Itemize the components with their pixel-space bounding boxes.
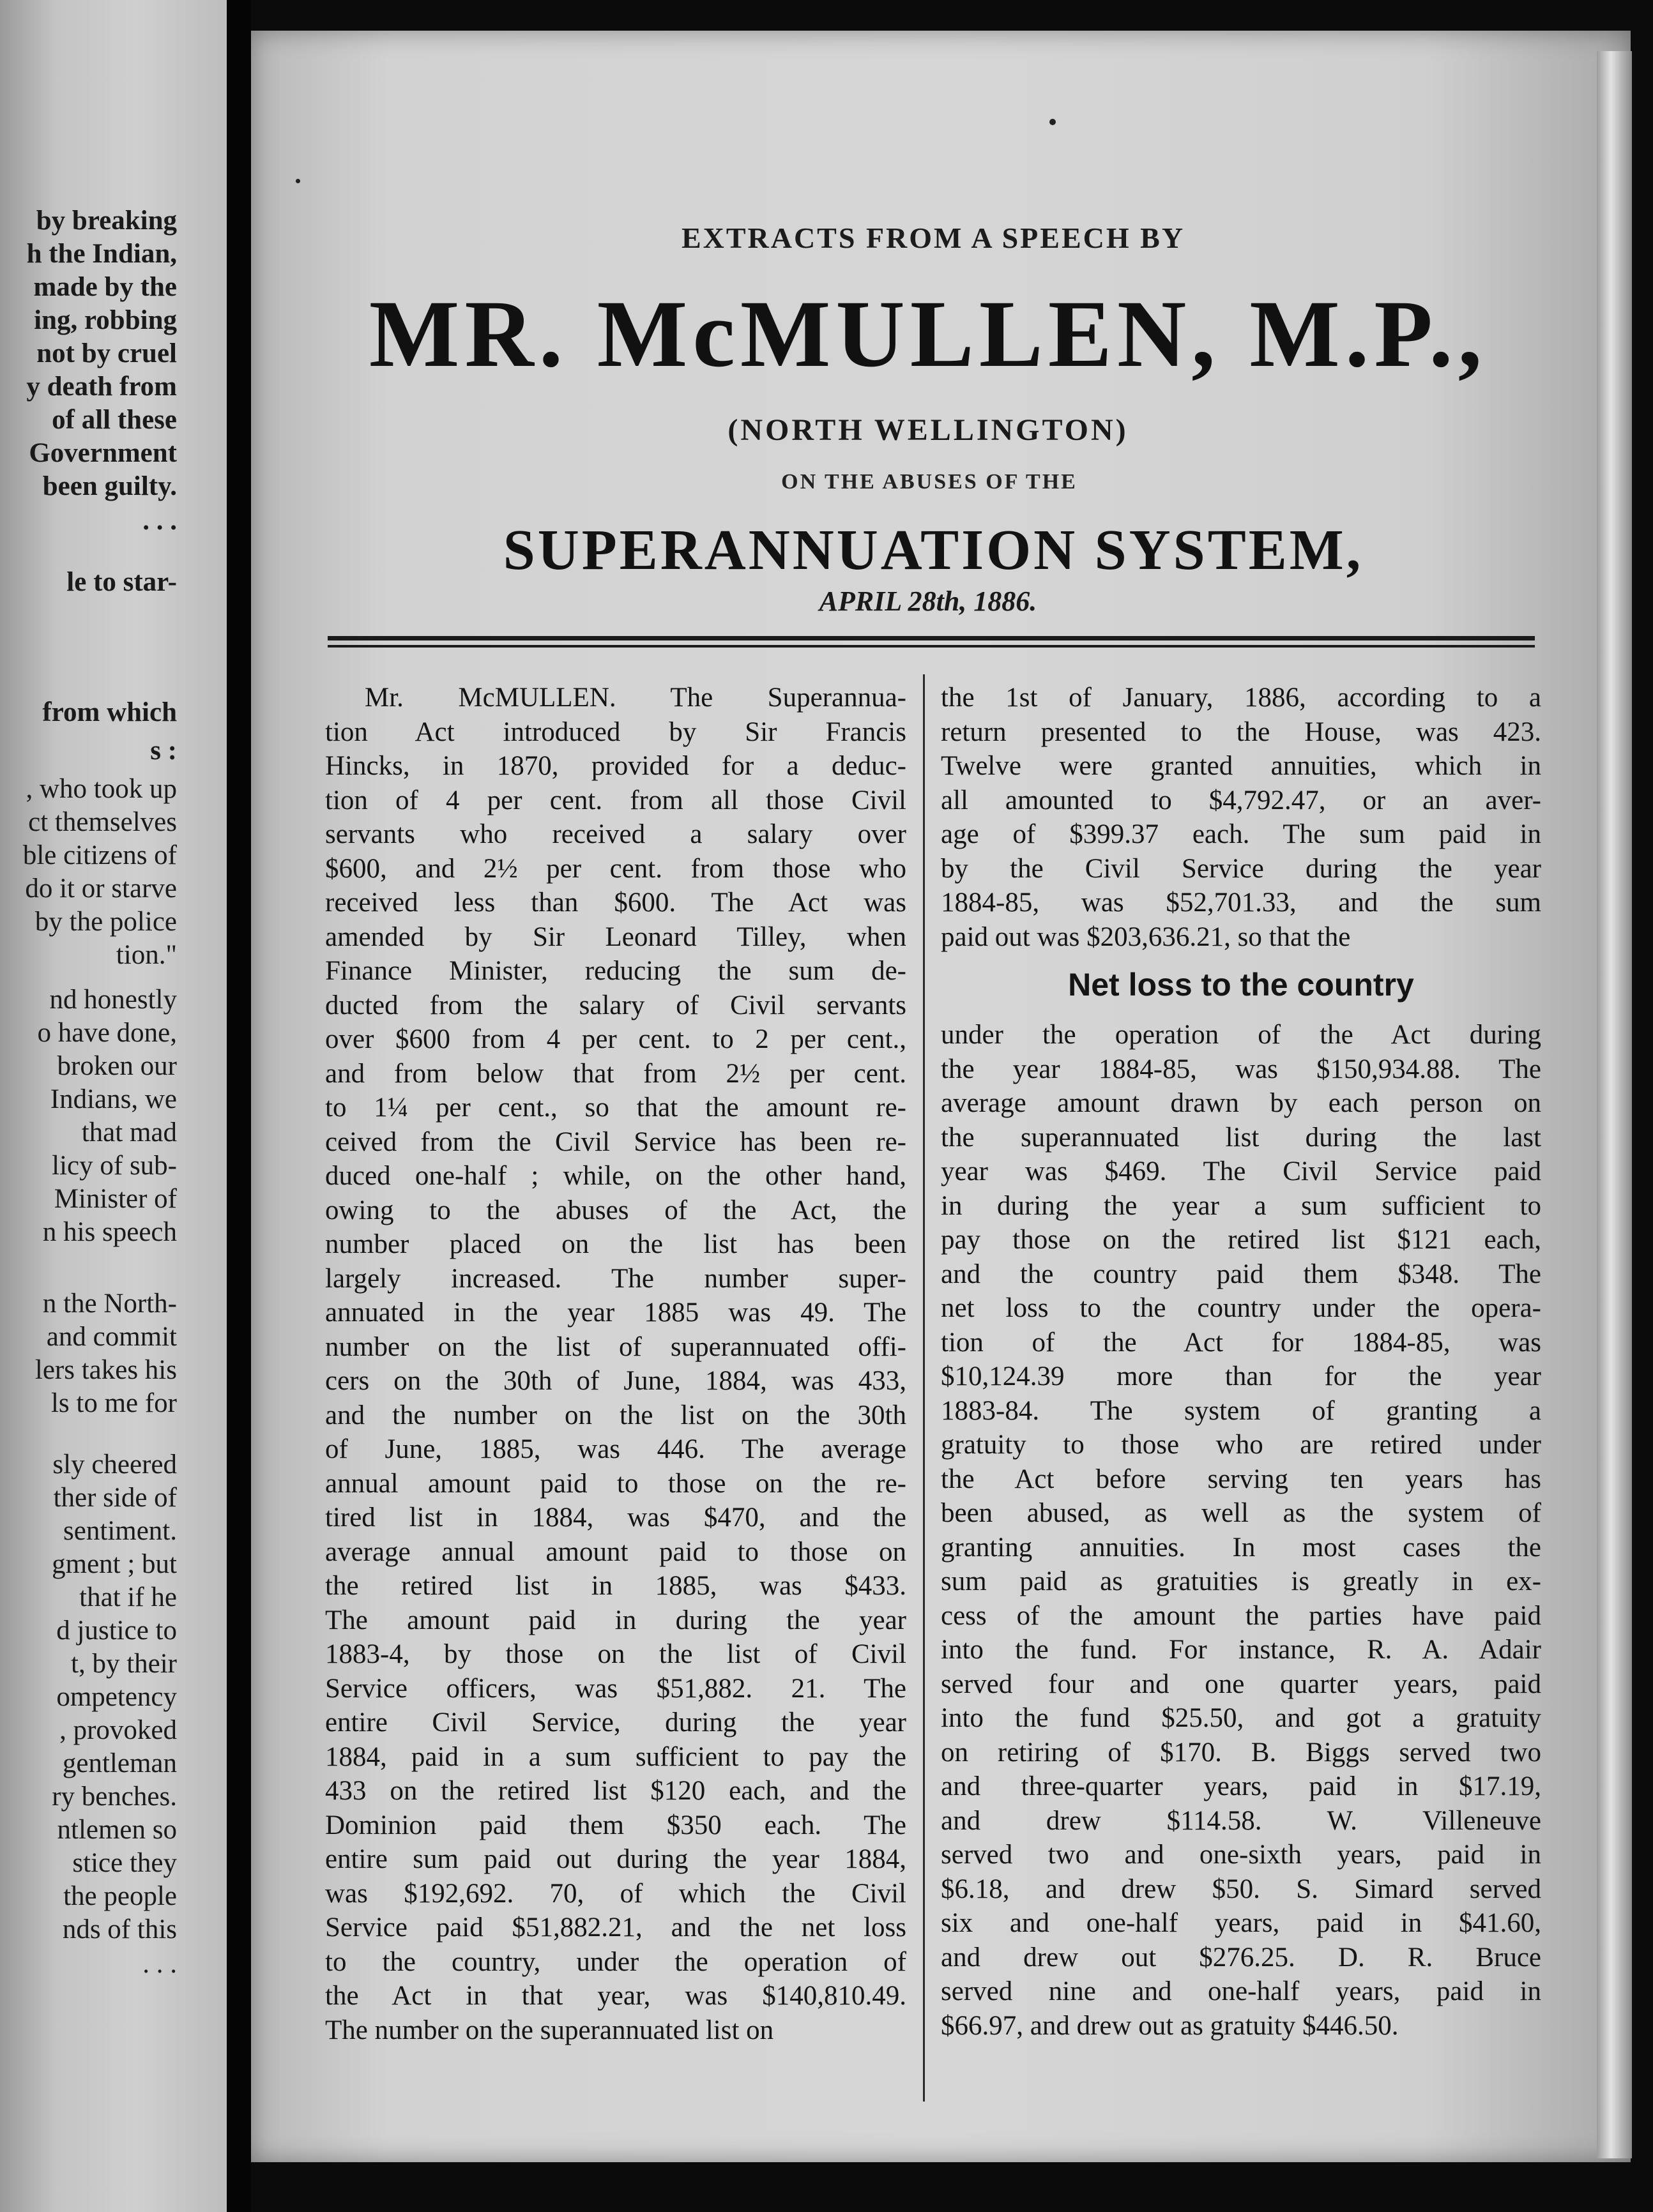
text-line: servants who received a salary over [325,819,906,849]
fragment-line: t, by their [71,1649,177,1679]
text-line: and drew $114.58. W. Villeneuve [941,1805,1541,1836]
text-line: served two and one-sixth years, paid in [941,1840,1541,1870]
text-line: Service paid $51,882.21, and the net loss [325,1913,906,1943]
text-line: Hincks, in 1870, provided for a deduc- [325,751,906,781]
text-line: received less than $600. The Act was [325,888,906,918]
fragment-line: Minister of [54,1184,177,1214]
fragment-line: ther side of [53,1483,177,1513]
text-line: largely increased. The number super- [325,1263,906,1294]
text-line: served four and one quarter years, paid [941,1669,1541,1699]
fragment-line: broken our [57,1051,177,1081]
fragment-line: licy of sub- [52,1151,177,1181]
text-line: owing to the abuses of the Act, the [325,1195,906,1225]
text-line: age of $399.37 each. The sum paid in [941,819,1541,849]
fragment-line: n the North- [42,1289,177,1319]
fragment-line: y death from [26,372,177,402]
fragment-line: gment ; but [52,1549,177,1579]
text-line: ceived from the Civil Service has been re- [325,1126,906,1157]
fragment-line: gentleman [62,1748,177,1778]
text-line: ducted from the salary of Civil servants [325,990,906,1020]
text-line: six and one-half years, paid in $41.60, [941,1908,1541,1938]
text-column-left [325,681,906,2047]
text-line: and drew out $276.25. D. R. Bruce [941,1942,1541,1973]
facing-page-fragment [0,0,227,2212]
fragment-line: been guilty. [42,471,177,501]
text-line: number on the list of superannuated offi- [325,1331,906,1362]
fragment-line: d justice to [56,1616,177,1646]
fragment-line: tion." [116,940,177,970]
text-line: year was $469. The Civil Service paid [941,1156,1541,1186]
text-line: was $192,692. 70, of which the Civil [325,1878,906,1909]
text-line: in during the year a sum sufficient to [941,1190,1541,1221]
fragment-line: ls to me for [50,1388,177,1418]
text-line: average amount drawn by each person on [941,1088,1541,1118]
text-line: of June, 1885, was 446. The average [325,1434,906,1464]
text-line: the year 1884-85, was $150,934.88. The [941,1054,1541,1084]
fragment-line: ble citizens of [22,840,177,870]
fragment-line: Indians, we [50,1084,177,1114]
text-line: into the fund $25.50, and got a gratuity [941,1703,1541,1733]
text-line: tion of 4 per cent. from all those Civil [325,785,906,815]
text-line: pay those on the retired list $121 each, [941,1225,1541,1255]
fragment-line: , provoked [59,1715,177,1745]
fragment-line: the people [63,1881,177,1911]
fragment-line: ing, robbing [34,305,177,335]
fragment-line: stice they [72,1848,177,1878]
text-line: amended by Sir Leonard Tilley, when [325,921,906,952]
text-line: all amounted to $4,792.47, or an aver- [941,785,1541,815]
fragment-line: s : [150,736,177,766]
topic-line: ON THE ABUSES OF THE [781,470,1078,494]
text-line: net loss to the country under the opera- [941,1293,1541,1323]
fragment-line: nd honestly [49,985,177,1015]
text-line: entire Civil Service, during the year [325,1708,906,1738]
fragment-line: , who took up [26,774,177,804]
text-line: tired list in 1884, was $470, and the [325,1503,906,1533]
subheading-net-loss: Net loss to the country [1068,967,1414,1003]
fragment-line: ry benches. [52,1782,177,1812]
text-line: into the fund. For instance, R. A. Adair [941,1635,1541,1665]
text-line: number placed on the list has been [325,1229,906,1259]
text-line: served nine and one-half years, paid in [941,1976,1541,2006]
text-line: on retiring of $170. B. Biggs served two [941,1737,1541,1768]
text-line: the superannuated list during the last [941,1122,1541,1153]
double-rule-top [328,636,1535,640]
fragment-line: . . . [142,506,177,536]
right-column-top [941,681,1541,954]
fragment-line: h the Indian, [26,239,177,269]
fragment-line: sly cheered [52,1450,177,1480]
text-line: $10,124.39 more than for the year [941,1361,1541,1391]
speech-date: APRIL 28th, 1886. [819,586,1037,617]
text-line: 1883-4, by those on the list of Civil [325,1639,906,1669]
right-column-bottom [941,1018,1541,2043]
text-line: annual amount paid to those on the re- [325,1468,906,1499]
text-line: gratuity to those who are retired under [941,1430,1541,1460]
text-line: duced one-half ; while, on the other hand, [325,1161,906,1191]
text-line: $6.18, and drew $50. S. Simard served [941,1874,1541,1904]
text-line: The number on the superannuated list on [325,2015,774,2045]
text-line: the Act before serving ten years has [941,1464,1541,1494]
text-line: to 1¼ per cent., so that the amount re- [325,1093,906,1123]
document-page [251,31,1631,2162]
text-line: Dominion paid them $350 each. The [325,1810,906,1840]
text-line: under the operation of the Act during [941,1020,1541,1050]
text-line: cers on the 30th of June, 1884, was 433, [325,1366,906,1396]
text-line: and three-quarter years, paid in $17.19, [941,1771,1541,1801]
fragment-line: Government [29,438,177,468]
text-line: Service officers, was $51,882. 21. The [325,1673,906,1704]
fragment-line: by breaking [36,206,177,236]
text-line: 1884-85, was $52,701.33, and the sum [941,888,1541,918]
text-line: the 1st of January, 1886, according to a [941,683,1541,713]
text-line: the retired list in 1885, was $433. [325,1571,906,1601]
text-line: over $600 from 4 per cent. to 2 per cent., [325,1024,906,1054]
text-column-right [941,681,1541,2043]
text-line: 433 on the retired list $120 each, and the [325,1776,906,1806]
text-line: been abused, as well as the system of [941,1498,1541,1528]
text-line: to the country, under the operation of [325,1946,906,1977]
text-line: cess of the amount the parties have paid [941,1600,1541,1631]
text-line: annuated in the year 1885 was 49. The [325,1298,906,1328]
fragment-line: o have done, [37,1018,177,1048]
text-line: $66.97, and drew out as gratuity $446.50. [941,2010,1399,2041]
fragment-line: not by cruel [36,338,177,368]
fragment-line: n his speech [42,1217,177,1247]
text-line: $600, and 2½ per cent. from those who [325,853,906,884]
text-line: tion Act introduced by Sir Francis [325,716,906,747]
fragment-line: and commit [46,1322,177,1352]
fragment-line: by the police [34,907,177,937]
text-line: granting annuities. In most cases the [941,1532,1541,1563]
text-line: the Act in that year, was $140,810.49. [325,1981,906,2011]
text-line: Finance Minister, reducing the sum de- [325,956,906,986]
text-line: return presented to the House, was 423. [941,716,1541,747]
print-speck [296,179,300,183]
print-speck [1049,119,1056,125]
fragment-line: . . . [142,1949,177,1979]
fragment-line: ompetency [56,1682,177,1712]
text-line: and the country paid them $348. The [941,1259,1541,1289]
fragment-line: that if he [79,1582,177,1612]
header-kicker: EXTRACTS FROM A SPEECH BY [681,222,1185,254]
fragment-line: from which [42,697,177,727]
column-divider [923,674,925,2102]
fragment-line: sentiment. [63,1516,177,1546]
fragment-line: ct themselves [28,807,177,837]
double-rule-bottom [328,645,1535,648]
page-edge-shadow [1597,51,1632,2158]
text-line: sum paid as gratuities is greatly in ex- [941,1566,1541,1596]
fragment-line: ntlemen so [57,1815,177,1845]
text-line: by the Civil Service during the year [941,853,1541,884]
text-line: paid out was $203,636.21, so that the [941,921,1351,952]
fragment-line: do it or starve [25,874,177,904]
fragment-line: made by the [33,272,177,302]
fragment-line: nds of this [62,1914,177,1944]
text-line: 1883-84. The system of granting a [941,1395,1541,1426]
text-line: Mr. McMULLEN. The Superannua- [365,683,906,713]
text-line: entire sum paid out during the year 1884, [325,1844,906,1874]
text-line: 1884, paid in a sum sufficient to pay the [325,1741,906,1772]
riding-name: (NORTH WELLINGTON) [727,413,1129,447]
text-line: Twelve were granted annuities, which in [941,751,1541,781]
title-system: SUPERANNUATION SYSTEM, [503,519,1364,582]
text-line: tion of the Act for 1884-85, was [941,1327,1541,1358]
text-line: The amount paid in during the year [325,1605,906,1635]
fragment-line: le to star- [66,567,177,597]
text-line: and from below that from 2½ per cent. [325,1058,906,1089]
fragment-line: that mad [81,1117,177,1148]
fragment-line: lers takes his [34,1355,177,1385]
fragment-line: of all these [52,405,177,435]
text-line: average annual amount paid to those on [325,1536,906,1567]
speaker-name: MR. McMULLEN, M.P., [369,281,1488,387]
text-line: and the number on the list on the 30th [325,1400,906,1430]
